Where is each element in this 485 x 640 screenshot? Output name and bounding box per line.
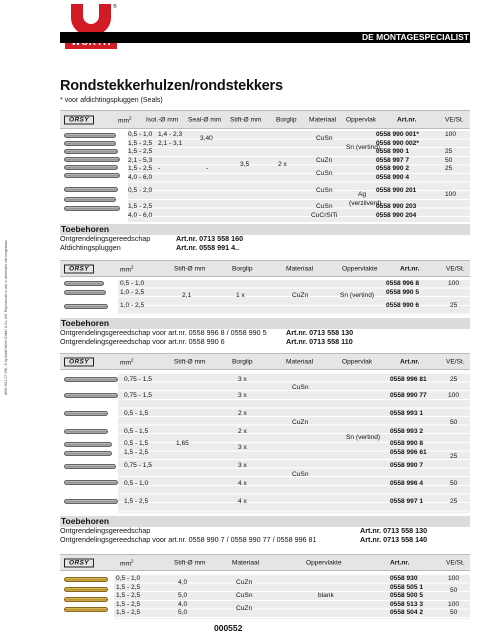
- cell-surface: blank: [318, 592, 334, 600]
- cell-mm2: 2,1 - 5,3: [128, 156, 153, 164]
- col-stift: Stift-Ø mm: [174, 358, 206, 365]
- table-header: [60, 260, 470, 277]
- cell-artnr: 0558 500 5: [390, 592, 424, 600]
- cell-isol: 2,1 - 3,1: [158, 139, 183, 147]
- cell-borglip: 3 x: [238, 376, 247, 383]
- col-oppervlak: Oppervlak: [346, 116, 377, 123]
- registered-mark: ®: [113, 4, 117, 10]
- cell-ve: 100: [448, 280, 460, 287]
- col-materiaal: Materiaal: [309, 116, 337, 123]
- cell-artnr: 0558 513 3: [390, 600, 424, 608]
- page-number: 000552: [214, 623, 243, 633]
- col-artnr: Art.nr.: [400, 265, 420, 272]
- cell-mm2: 0,5 - 2,0: [128, 187, 153, 194]
- cell-artnr: 0558 996 4: [390, 480, 424, 487]
- cell-artnr: 0558 990 7: [390, 462, 424, 469]
- col-seal: Seal-Ø mm: [188, 116, 222, 123]
- accessory-label: Ontgrendelingsgereedschap: [60, 526, 151, 535]
- cell-mm2: 0,5 - 1,5: [124, 428, 149, 435]
- cell-borglip: 4 x: [238, 480, 247, 487]
- cell-isol: 1,4 - 2,3: [158, 131, 183, 138]
- table-header: [60, 110, 470, 129]
- cell-mm2: 1,5 - 2,5: [116, 583, 141, 591]
- product-image: [64, 187, 118, 192]
- cell-material: CuZn: [316, 156, 333, 164]
- accessory-row: [60, 338, 470, 347]
- cell-isol: -: [158, 165, 161, 173]
- accessories-heading: Toebehoren: [60, 318, 470, 329]
- cell-mm2: 4,0 - 6,0: [128, 211, 153, 219]
- product-table-1: [60, 110, 470, 222]
- cell-artnr: 0558 505 1: [390, 583, 424, 591]
- accessories-3: [60, 516, 470, 544]
- cell-mm2: 1,5 - 2,5: [128, 203, 153, 210]
- cell-borglip: 1 x: [236, 292, 245, 299]
- product-image: [64, 133, 116, 138]
- cell-artnr: 0558 990 002*: [376, 139, 419, 147]
- col-stift: Stift-Ø mm: [174, 559, 206, 566]
- page-subtitle: * voor afdichtingspluggen (Seals): [60, 97, 163, 104]
- col-mm2: $mm^2$: [120, 356, 134, 367]
- cell-mm2: 0,75 - 1,5: [124, 462, 152, 469]
- col-mm2: $mm^2$: [118, 114, 132, 125]
- accessory-label: Ontgrendelingsgereedschap: [60, 234, 151, 243]
- cell-mm2: 1,5 - 2,5: [124, 448, 149, 456]
- cell-borglip: 4 x: [238, 498, 247, 505]
- orsy-logo: ORSY: [64, 558, 94, 567]
- product-image: [64, 290, 106, 295]
- product-image: [64, 411, 108, 416]
- product-image: [64, 393, 118, 398]
- cell-artnr: 0558 930: [390, 575, 418, 582]
- cell-material: CuZn: [292, 419, 309, 426]
- cell-mm2: 1,0 - 2,5: [120, 302, 145, 309]
- cell-material: CuSn: [316, 187, 333, 194]
- product-image: [64, 165, 118, 170]
- cell-artnr: 0558 990 4: [376, 174, 410, 181]
- accessory-label: Ontgrendelingsgereedschap voor art.nr. 0558 996 8 / 0558 990 5: [60, 328, 267, 337]
- cell-ve: 50: [445, 156, 453, 164]
- accessory-label: Ontgrendelingsgereedschap voor art.nr. 0558 990 6: [60, 336, 225, 346]
- col-ve: VE/St.: [446, 265, 465, 272]
- cell-seal: 3,40: [200, 135, 213, 143]
- cell-surface: Sn (vertind): [346, 434, 381, 441]
- product-image: [64, 464, 116, 469]
- cell-mm2: 1,0 - 2,5: [120, 288, 145, 296]
- cell-borglip: 3 x: [238, 392, 247, 399]
- cell-artnr: 0558 990 001*: [376, 131, 419, 138]
- col-materiaal: Materiaal: [286, 358, 314, 365]
- product-image: [64, 442, 112, 447]
- table-header: [60, 554, 470, 571]
- cell-mm2: 0,5 - 1,0: [120, 280, 145, 287]
- cell-ve: 25: [450, 498, 458, 505]
- product-image: [64, 480, 118, 485]
- accessories-heading: Toebehoren: [60, 224, 470, 235]
- cell-mm2: 0,5 - 1,0: [124, 480, 149, 487]
- cell-surface: (verzilverd): [349, 200, 382, 207]
- product-table-4: [60, 554, 470, 620]
- product-image: [64, 597, 108, 602]
- cell-artnr: 0558 996 8: [386, 280, 420, 287]
- cell-artnr: 0558 993 2: [390, 428, 424, 435]
- cell-borglip: 3 x: [238, 462, 247, 469]
- side-imprint: AVM 0611 07 058 - © by Adolf Würth GmbH & Co. KG. Reproductie is ook in uittreksels niet toegestaan.: [4, 239, 8, 395]
- accessory-row: [60, 536, 470, 545]
- col-ve: VE/St.: [445, 116, 464, 123]
- cell-mm2: 4,0 - 6,0: [128, 174, 153, 181]
- cell-mm2: 0,75 - 1,5: [124, 376, 152, 383]
- product-image: [64, 281, 104, 286]
- cell-artnr: 0558 990 1: [376, 148, 410, 156]
- table-header: [60, 353, 470, 370]
- table-body: [60, 131, 470, 222]
- cell-mm2: 0,5 - 1,0: [128, 131, 153, 138]
- cell-material: CuSn: [316, 203, 333, 210]
- cell-artnr: 0558 996 81: [390, 376, 427, 383]
- accessory-artnr: Art.nr. 0558 991 4..: [176, 242, 240, 252]
- col-artnr: Art.nr.: [390, 559, 410, 566]
- cell-ve: 50: [450, 480, 458, 487]
- product-image: [64, 429, 108, 434]
- cell-ve: 25: [445, 165, 453, 173]
- cell-ve: 25: [450, 302, 458, 309]
- col-artnr: Art.nr.: [400, 358, 420, 365]
- cell-material: CuSn: [316, 135, 333, 143]
- product-image: [64, 173, 120, 178]
- col-materiaal: Materiaal: [286, 265, 314, 272]
- cell-artnr: 0558 990 8: [390, 440, 424, 447]
- cell-artnr: 0558 993 1: [390, 410, 424, 417]
- cell-ve: 25: [450, 453, 458, 460]
- product-image: [64, 587, 108, 592]
- col-ve: VE/St.: [446, 559, 465, 566]
- product-table-3: [60, 353, 470, 513]
- cell-borglip: 2 x: [238, 410, 247, 417]
- cell-mm2: 1,5 - 2,5: [124, 498, 149, 505]
- cell-artnr: 0558 997 7: [376, 156, 410, 164]
- accessory-artnr: Art.nr. 0713 558 140: [360, 534, 428, 544]
- accessory-artnr: Art.nr. 0713 558 130: [360, 526, 428, 535]
- product-table-2: [60, 260, 470, 316]
- header-tagline: DE MONTAGESPECIALIST: [358, 32, 469, 43]
- cell-artnr: 0558 990 204: [376, 211, 417, 219]
- cell-artnr: 0558 990 77: [390, 392, 427, 399]
- cell-borglip: 2 x: [238, 428, 247, 435]
- cell-ve: 50: [450, 609, 458, 617]
- col-mm2: $mm^2$: [120, 557, 134, 568]
- cell-borglip: 3 x: [238, 444, 247, 451]
- cell-artnr: 0558 504 2: [390, 609, 424, 617]
- cell-ve: 100: [445, 191, 457, 198]
- cell-stift: 4,0: [178, 579, 188, 587]
- product-image: [64, 197, 116, 202]
- cell-artnr: 0558 990 203: [376, 203, 417, 210]
- accessory-row: [60, 244, 470, 253]
- cell-ve: 100: [448, 392, 460, 399]
- product-image: [64, 451, 112, 456]
- page-title: Rondstekkerhulzen/rondstekkers: [60, 78, 283, 94]
- col-materiaal: Materiaal: [232, 559, 260, 566]
- col-borglip: Borglip: [232, 358, 253, 365]
- cell-ve: 25: [450, 376, 458, 383]
- table-body: [60, 575, 470, 619]
- col-isol: Isol.-Ø mm: [146, 116, 179, 123]
- cell-ve: 50: [450, 419, 458, 426]
- cell-stift: 4,0: [178, 600, 188, 608]
- cell-ve: 100: [445, 131, 457, 138]
- cell-material: CuSn: [292, 384, 309, 391]
- accessory-row: [60, 235, 470, 244]
- cell-ve: 100: [448, 575, 460, 582]
- cell-stift: 2,1: [182, 292, 192, 299]
- cell-artnr: 0558 997 1: [390, 498, 424, 505]
- cell-mm2: 1,5 - 2,5: [128, 148, 153, 156]
- table-body: [60, 374, 470, 513]
- cell-artnr: 0558 996 61: [390, 448, 427, 456]
- cell-material: CuSn: [316, 169, 333, 177]
- cell-artnr: 0558 990 2: [376, 165, 410, 173]
- col-oppervlak: Oppervlak: [342, 358, 373, 365]
- cell-stift: 5,0: [178, 592, 188, 600]
- cell-surface: Ag: [358, 191, 367, 198]
- cell-mm2: 0,5 - 1,0: [116, 575, 141, 582]
- product-image: [64, 157, 120, 162]
- cell-mm2: 0,75 - 1,5: [124, 392, 152, 399]
- cell-mm2: 0,5 - 1,5: [124, 410, 149, 417]
- col-oppervlakte: Oppervlakte: [306, 559, 342, 566]
- product-image: [64, 607, 108, 612]
- product-image: [64, 149, 118, 154]
- accessory-artnr: Art.nr. 0713 558 160: [176, 234, 244, 243]
- cell-seal: -: [206, 165, 209, 173]
- cell-material: CuZn: [292, 292, 309, 299]
- accessories-2: [60, 318, 470, 346]
- accessory-label: Afdichtingspluggen: [60, 242, 121, 252]
- col-stift: Stift-Ø mm: [230, 116, 262, 123]
- col-artnr: Art.nr.: [397, 116, 417, 123]
- orsy-logo: ORSY: [64, 357, 94, 366]
- accessories-heading: Toebehoren: [60, 516, 470, 527]
- col-borglip: Borglip: [232, 265, 253, 272]
- cell-ve: 50: [450, 587, 458, 594]
- cell-surface: Sn (vertind): [340, 292, 375, 299]
- product-image: [64, 304, 108, 309]
- cell-material: CuCrSiTi: [311, 211, 338, 219]
- orsy-logo: ORSY: [64, 115, 94, 124]
- cell-material: CuZn: [236, 579, 253, 587]
- accessory-artnr: Art.nr. 0713 558 110: [286, 336, 353, 346]
- cell-material: CuSn: [236, 592, 253, 600]
- product-image: [64, 499, 118, 504]
- cell-material: CuZn: [236, 605, 253, 612]
- cell-material: CuSn: [292, 471, 309, 478]
- col-oppervlakte: Oppervlakte: [342, 265, 378, 272]
- cell-surface: Sn (vertind): [346, 144, 381, 151]
- cell-mm2: 1,5 - 2,5: [116, 592, 141, 600]
- accessory-artnr: Art.nr. 0713 558 130: [286, 328, 354, 337]
- orsy-logo: ORSY: [64, 264, 94, 273]
- col-mm2: $mm^2$: [120, 263, 134, 274]
- product-image: [64, 377, 118, 382]
- cell-ve: 25: [445, 148, 453, 156]
- cell-mm2: 1,5 - 2,5: [116, 600, 141, 608]
- product-image: [64, 206, 120, 211]
- col-ve: VE/St.: [446, 358, 465, 365]
- cell-mm2: 1,5 - 2,5: [128, 139, 153, 147]
- wurth-logo: [65, 4, 117, 50]
- col-borglip: Borglip: [276, 116, 297, 123]
- cell-stift: 5,0: [178, 609, 188, 617]
- cell-ve: 100: [448, 600, 460, 608]
- table-body: [60, 280, 470, 314]
- cell-artnr: 0558 990 6: [386, 302, 420, 309]
- accessory-label: Ontgrendelingsgereedschap voor art.nr. 0558 990 7 / 0558 990 77 / 0558 996 81: [60, 534, 317, 544]
- cell-stift: 3,5: [240, 161, 250, 168]
- cell-mm2: 1,5 - 2,5: [128, 165, 153, 173]
- cell-mm2: 0,5 - 1,5: [124, 440, 149, 447]
- cell-stift: 1,65: [176, 440, 189, 447]
- cell-artnr: 0558 990 5: [386, 288, 420, 296]
- product-image: [64, 577, 108, 582]
- accessories-1: [60, 224, 470, 252]
- cell-borglip: 2 x: [278, 161, 287, 168]
- cell-artnr: 0558 990 201: [376, 187, 417, 194]
- product-image: [64, 141, 116, 146]
- col-stift: Stift-Ø mm: [174, 265, 206, 272]
- cell-mm2: 1,5 - 2,5: [116, 609, 141, 617]
